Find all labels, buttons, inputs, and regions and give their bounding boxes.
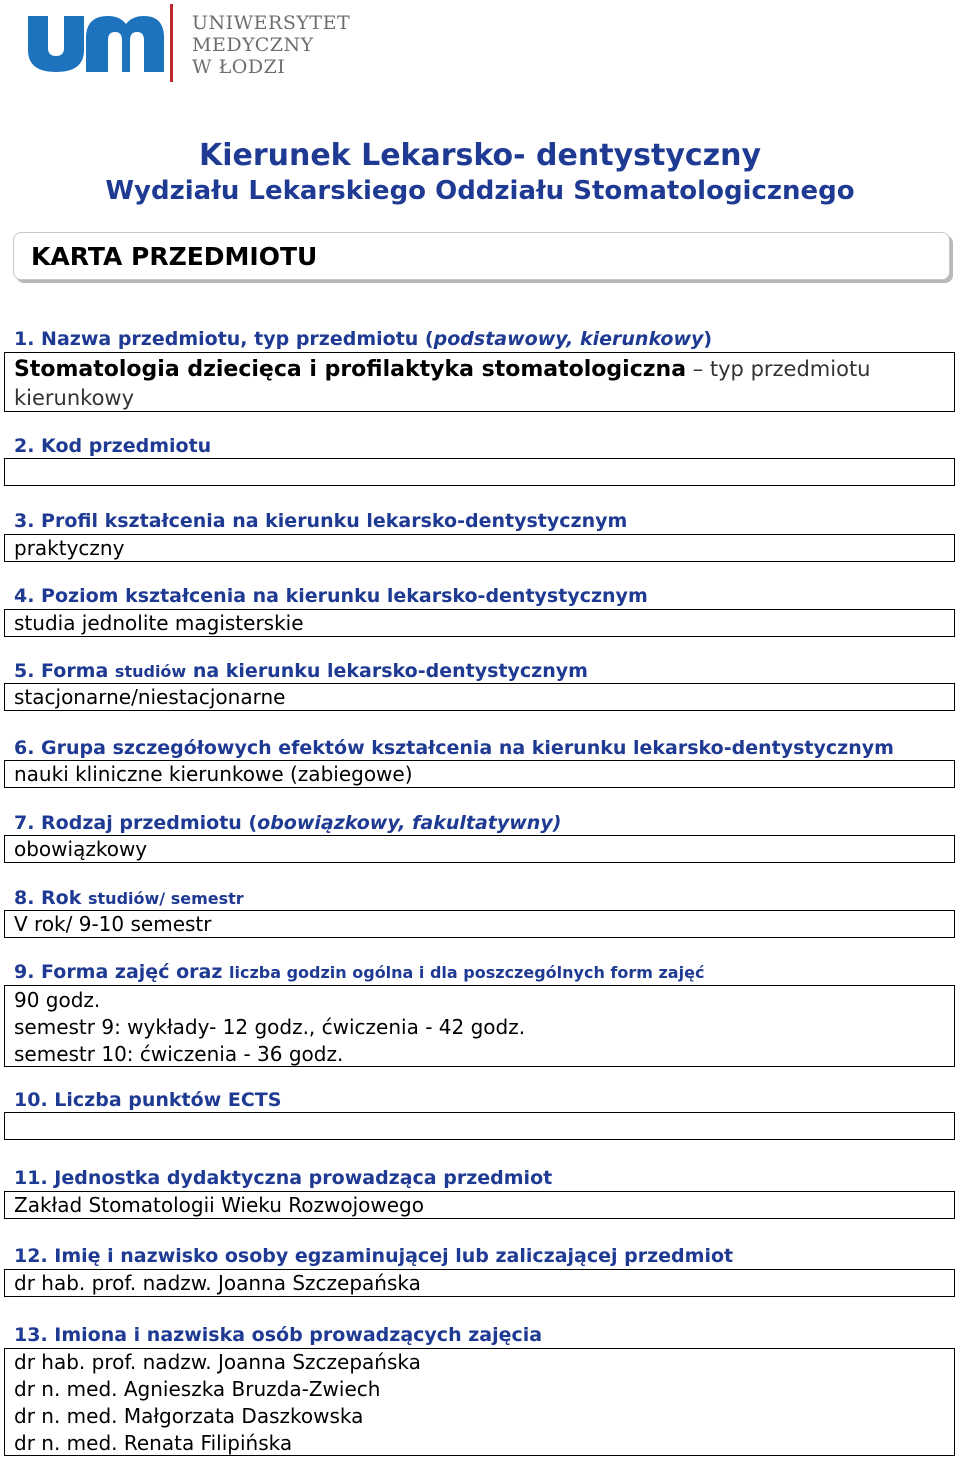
hours-total: 90 godz. xyxy=(14,988,101,1012)
page-subtitle: Wydziału Lekarskiego Oddziału Stomatologicznego xyxy=(105,176,855,206)
karta-title: KARTA PRZEDMIOTU xyxy=(31,242,318,271)
section-4-label: 4. Poziom kształcenia na kierunku lekarsko-dentystycznym xyxy=(14,585,648,607)
section-4-value: studia jednolite magisterskie xyxy=(4,609,955,637)
section-13-value xyxy=(4,1348,955,1456)
section-12-value: dr hab. prof. nadzw. Joanna Szczepańska xyxy=(4,1269,955,1297)
section-7-label: 7. Rodzaj przedmiotu (obowiązkowy, fakultatywny) xyxy=(14,812,562,834)
subject-type: kierunkowy xyxy=(14,386,135,410)
section-6-value: nauki kliniczne kierunkowe (zabiegowe) xyxy=(4,760,955,788)
logo-line-3: W ŁODZI xyxy=(192,56,286,78)
logo-line-1: UNIWERSYTET xyxy=(192,12,351,34)
section-3-label: 3. Profil kształcenia na kierunku lekarsko-dentystycznym xyxy=(14,510,628,532)
section-8-label: 8. Rok studiów/ semestr xyxy=(14,887,244,909)
subject-type-prefix: – typ przedmiotu xyxy=(686,357,871,381)
section-1-value xyxy=(4,352,955,412)
logo-line-2: MEDYCZNY xyxy=(192,34,314,56)
section-10-label: 10. Liczba punktów ECTS xyxy=(14,1089,282,1111)
section-10-value xyxy=(4,1112,955,1140)
page-title: Kierunek Lekarsko- dentystyczny xyxy=(198,138,762,173)
section-2-value xyxy=(4,458,955,486)
section-5-value: stacjonarne/niestacjonarne xyxy=(4,683,955,711)
section-8-value: V rok/ 9-10 semestr xyxy=(4,910,955,938)
um-logo-icon xyxy=(26,4,176,84)
hours-semester-10: semestr 10: ćwiczenia - 36 godz. xyxy=(14,1042,344,1066)
instructor: dr n. med. Agnieszka Bruzda-Zwiech xyxy=(14,1377,381,1401)
instructor: dr n. med. Małgorzata Daszkowska xyxy=(14,1404,364,1428)
section-11-label: 11. Jednostka dydaktyczna prowadząca przedmiot xyxy=(14,1167,553,1189)
karta-header-box xyxy=(13,232,950,280)
section-1-label: 1. Nazwa przedmiotu, typ przedmiotu (podstawowy, kierunkowy) xyxy=(14,328,713,350)
subject-name: Stomatologia dziecięca i profilaktyka stomatologiczna xyxy=(14,357,687,382)
instructor: dr n. med. Renata Filipińska xyxy=(14,1431,293,1455)
section-6-label: 6. Grupa szczegółowych efektów kształcenia na kierunku lekarsko-dentystycznym xyxy=(14,737,894,759)
section-11-value: Zakład Stomatologii Wieku Rozwojowego xyxy=(4,1191,955,1219)
hours-semester-9: semestr 9: wykłady- 12 godz., ćwiczenia - 42 godz. xyxy=(14,1015,526,1039)
section-9-label: 9. Forma zajęć oraz liczba godzin ogólna i dla poszczególnych form zajęć xyxy=(14,961,705,983)
section-2-label: 2. Kod przedmiotu xyxy=(14,435,212,457)
section-7-value: obowiązkowy xyxy=(4,835,955,863)
section-5-label: 5. Forma studiów na kierunku lekarsko-dentystycznym xyxy=(14,660,588,682)
instructor: dr hab. prof. nadzw. Joanna Szczepańska xyxy=(14,1350,421,1374)
section-3-value: praktyczny xyxy=(4,534,955,562)
section-9-value xyxy=(4,985,955,1067)
logo-wordmark xyxy=(192,12,350,78)
section-13-label: 13. Imiona i nazwiska osób prowadzących zajęcia xyxy=(14,1324,543,1346)
section-12-label: 12. Imię i nazwisko osoby egzaminującej lub zaliczającej przedmiot xyxy=(14,1245,734,1267)
university-logo xyxy=(26,4,351,84)
